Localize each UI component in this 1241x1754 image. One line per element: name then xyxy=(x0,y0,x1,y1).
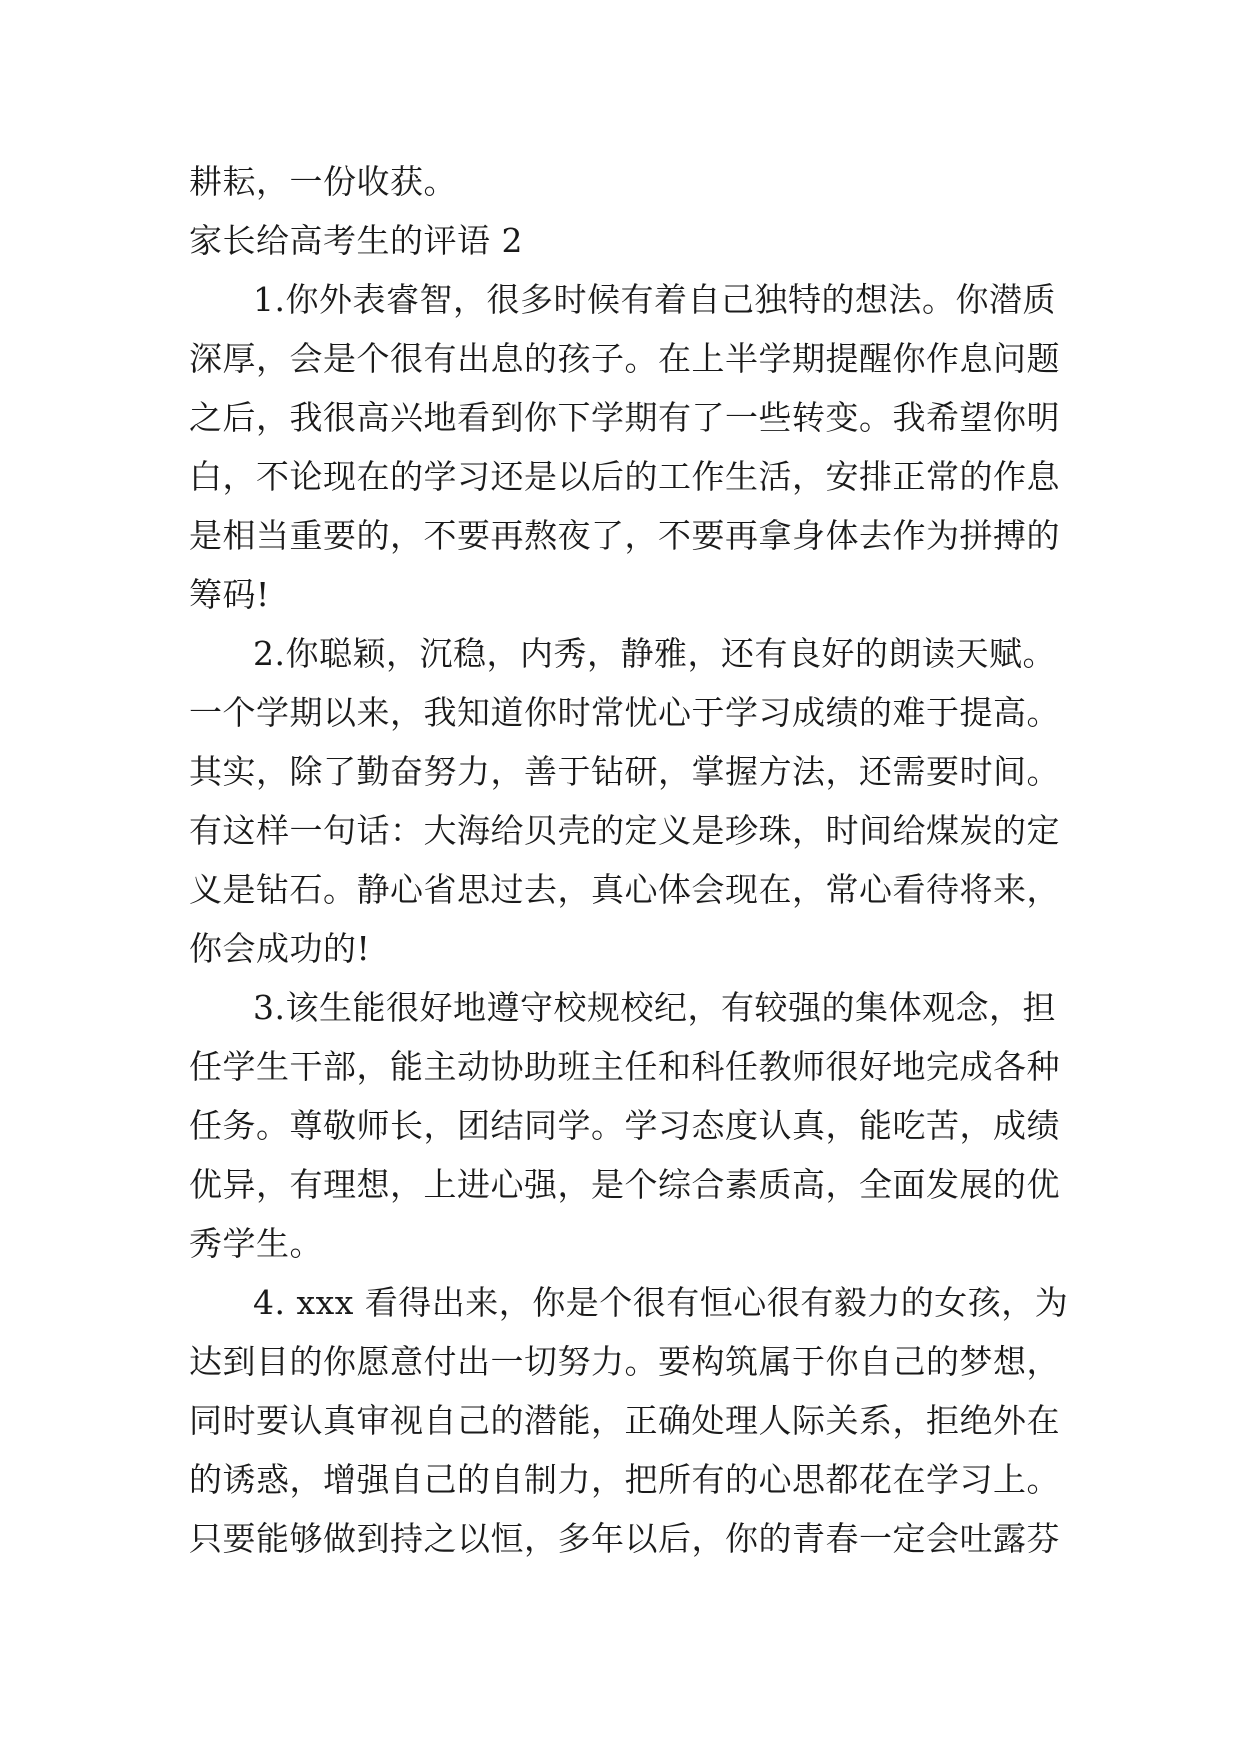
text-line: 4. xxx 看得出来，你是个很有恒心很有毅力的女孩，为 xyxy=(253,1283,1069,1322)
text-line: 达到目的你愿意付出一切努力。要构筑属于你自己的梦想， xyxy=(189,1342,1060,1381)
text-line: 义是钻石。静心省思过去，真心体会现在，常心看待将来， xyxy=(189,870,1060,909)
text-line: 之后，我很高兴地看到你下学期有了一些转变。我希望你明 xyxy=(189,398,1060,437)
text-line: 同时要认真审视自己的潜能，正确处理人际关系，拒绝外在 xyxy=(189,1401,1060,1440)
text-line: 其实，除了勤奋努力，善于钻研，掌握方法，还需要时间。 xyxy=(189,752,1060,791)
text-line: 深厚，会是个很有出息的孩子。在上半学期提醒你作息问题 xyxy=(189,339,1060,378)
text-line: 一个学期以来，我知道你时常忧心于学习成绩的难于提高。 xyxy=(189,693,1060,732)
text-line: 优异，有理想，上进心强，是个综合素质高，全面发展的优 xyxy=(189,1165,1060,1204)
text-line: 2.你聪颖，沉稳，内秀，静雅，还有良好的朗读天赋。 xyxy=(253,634,1056,673)
text-line: 只要能够做到持之以恒，多年以后，你的青春一定会吐露芬 xyxy=(189,1519,1060,1558)
text-line: 筹码! xyxy=(189,575,270,614)
section-heading: 家长给高考生的评语 2 xyxy=(189,221,523,260)
text-line: 3.该生能很好地遵守校规校纪，有较强的集体观念，担 xyxy=(253,988,1056,1027)
text-line: 你会成功的! xyxy=(189,929,371,968)
text-line: 有这样一句话：大海给贝壳的定义是珍珠，时间给煤炭的定 xyxy=(189,811,1060,850)
text-line: 任务。尊敬师长，团结同学。学习态度认真，能吃苦，成绩 xyxy=(189,1106,1060,1145)
text-line: 任学生干部，能主动协助班主任和科任教师很好地完成各种 xyxy=(189,1047,1060,1086)
text-line: 是相当重要的，不要再熬夜了，不要再拿身体去作为拼搏的 xyxy=(189,516,1060,555)
text-line: 的诱惑，增强自己的自制力，把所有的心思都花在学习上。 xyxy=(189,1460,1060,1499)
text-line: 白，不论现在的学习还是以后的工作生活，安排正常的作息 xyxy=(189,457,1060,496)
text-line: 秀学生。 xyxy=(189,1224,323,1263)
text-line: 耕耘，一份收获。 xyxy=(189,162,457,201)
text-line: 1.你外表睿智，很多时候有着自己独特的想法。你潜质 xyxy=(253,280,1056,319)
